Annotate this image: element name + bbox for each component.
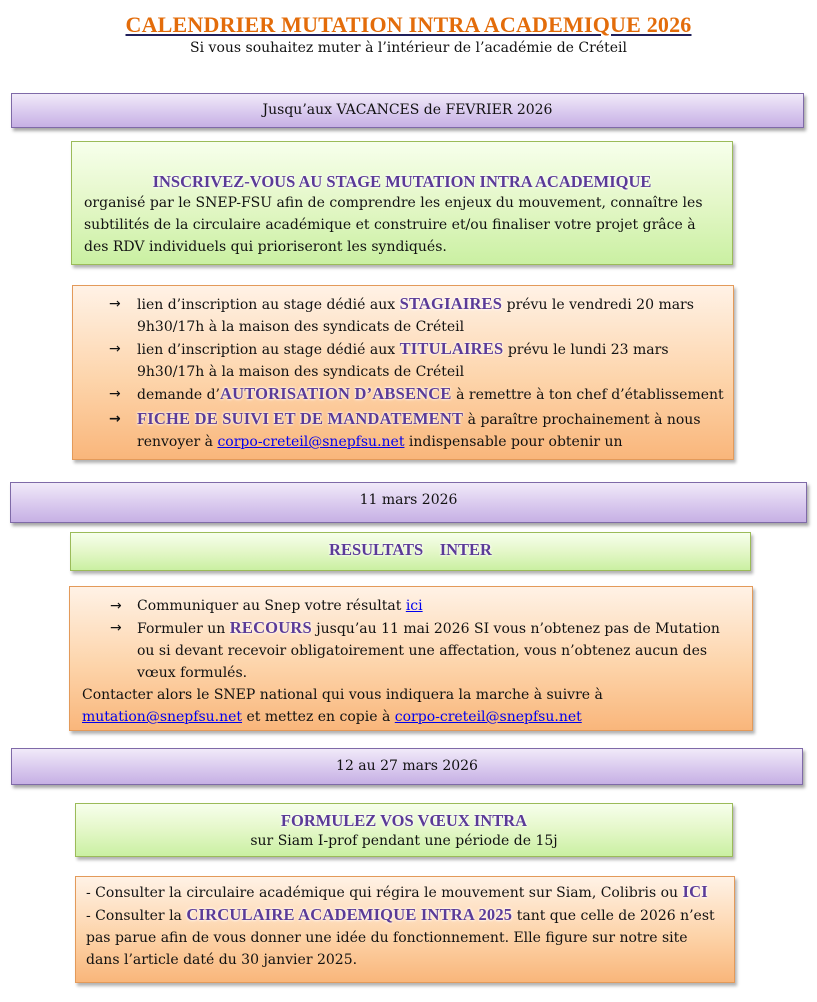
- stage-description: organisé par le SNEP-FSU afin de comprendre les enjeux du mouvement, connaître les subtilités de la circulaire académique et construire et/ou finaliser votre projet grâce à des RDV individuels qui prioriseront les syndiqués.: [84, 195, 703, 255]
- titulaires-link[interactable]: TITULAIRES: [399, 339, 504, 358]
- date-label: 12 au 27 mars 2026: [336, 758, 478, 774]
- date-bar-march-11: [10, 482, 807, 523]
- contact-prefix: Contacter alors le SNEP national qui vous indiquera la marche à suivre à: [82, 687, 603, 703]
- item-text: lien d’inscription au stage dédié aux: [137, 342, 400, 358]
- list-item: [73, 293, 733, 338]
- fiche-suivi-link[interactable]: FICHE DE SUIVI ET DE MANDATEMENT: [137, 409, 464, 428]
- item-text: demande d’: [137, 387, 220, 403]
- voeux-title: FORMULEZ VOS VŒUX INTRA: [280, 811, 528, 830]
- results-list: [70, 595, 752, 684]
- list-item: [73, 338, 733, 383]
- item-text: tant que celle de 2026 n’est pas parue afin de vous donner une idée du fonctionnement. Elle figure sur notre site dans l’article daté du 30 janvier 2025.: [86, 908, 715, 968]
- voeux-subtitle: sur Siam I-prof pendant une période de 15j: [250, 833, 558, 849]
- page-title: CALENDRIER MUTATION INTRA ACADEMIQUE 2026: [125, 12, 692, 37]
- date-label: Jusqu’aux VACANCES de FEVRIER 2026: [262, 102, 553, 118]
- results-info-box: [69, 586, 753, 731]
- item-text: lien d’inscription au stage dédié aux: [137, 297, 400, 313]
- stage-box: [71, 141, 733, 265]
- item-text: jusqu’au 11 mai 2026 SI vous n’obtenez pas de Mutation ou si devant recevoir obligatoirement une affectation, vous n’obtenez aucun des vœux formulés.: [137, 621, 720, 681]
- arrow-icon: →: [109, 386, 121, 402]
- arrow-icon: →: [109, 411, 121, 427]
- date-bar-march-12-27: [11, 748, 803, 785]
- voeux-box: [75, 803, 733, 857]
- stagiaires-link[interactable]: STAGIAIRES: [399, 294, 503, 313]
- list-item: [73, 408, 733, 453]
- arrow-icon: →: [110, 620, 122, 636]
- arrow-icon: →: [109, 341, 121, 357]
- corpo-email-link[interactable]: corpo-creteil@snepfsu.net: [394, 709, 582, 725]
- item-text: à paraître prochainement à nous renvoyer à: [137, 412, 701, 450]
- recours-label: RECOURS: [229, 618, 312, 637]
- item-text: à remettre à ton chef d’établissement: [451, 387, 724, 403]
- circulaire-line-2: [86, 904, 722, 971]
- date-bar-february: [11, 93, 804, 128]
- item-text: prévu le vendredi 20 mars 9h30/17h à la maison des syndicats de Créteil: [137, 297, 694, 335]
- item-text: - Consulter la circulaire académique qui régira le mouvement sur Siam, Colibris ou: [86, 885, 683, 901]
- circulaire-line-1: [86, 881, 722, 904]
- email-link[interactable]: corpo-creteil@snepfsu.net: [217, 434, 405, 450]
- list-item: [70, 595, 752, 617]
- date-label: 11 mars 2026: [359, 492, 458, 508]
- item-text: prévu le lundi 23 mars 9h30/17h à la maison des syndicats de Créteil: [137, 342, 669, 380]
- stage-links-list: [73, 293, 733, 453]
- item-text: indispensable pour obtenir un: [404, 434, 623, 450]
- mutation-email-link[interactable]: mutation@snepfsu.net: [82, 709, 243, 725]
- page-subtitle: Si vous souhaitez muter à l’intérieur de l’académie de Créteil: [190, 40, 627, 56]
- circulaire-2025-link[interactable]: CIRCULAIRE ACADEMIQUE INTRA 2025: [186, 905, 513, 924]
- results-title: RESULTATS INTER: [329, 540, 492, 559]
- stage-links-box: [72, 285, 734, 460]
- item-text: Communiquer au Snep votre résultat: [137, 598, 406, 614]
- contact-text: [70, 684, 752, 728]
- autorisation-absence-link[interactable]: AUTORISATION D’ABSENCE: [220, 384, 452, 403]
- result-ici-link[interactable]: ici: [405, 598, 423, 614]
- list-item: [73, 383, 733, 408]
- arrow-icon: →: [109, 296, 121, 312]
- stage-title: INSCRIVEZ-VOUS AU STAGE MUTATION INTRA ACADEMIQUE: [152, 172, 652, 191]
- item-text: - Consulter la: [86, 908, 187, 924]
- list-item: [70, 617, 752, 684]
- contact-middle: et mettez en copie à: [242, 709, 395, 725]
- results-box: [70, 532, 751, 571]
- circulaire-box: [75, 876, 735, 983]
- arrow-icon: →: [110, 598, 122, 614]
- item-text: Formuler un: [137, 621, 230, 637]
- circulaire-ici-link[interactable]: ICI: [682, 882, 708, 901]
